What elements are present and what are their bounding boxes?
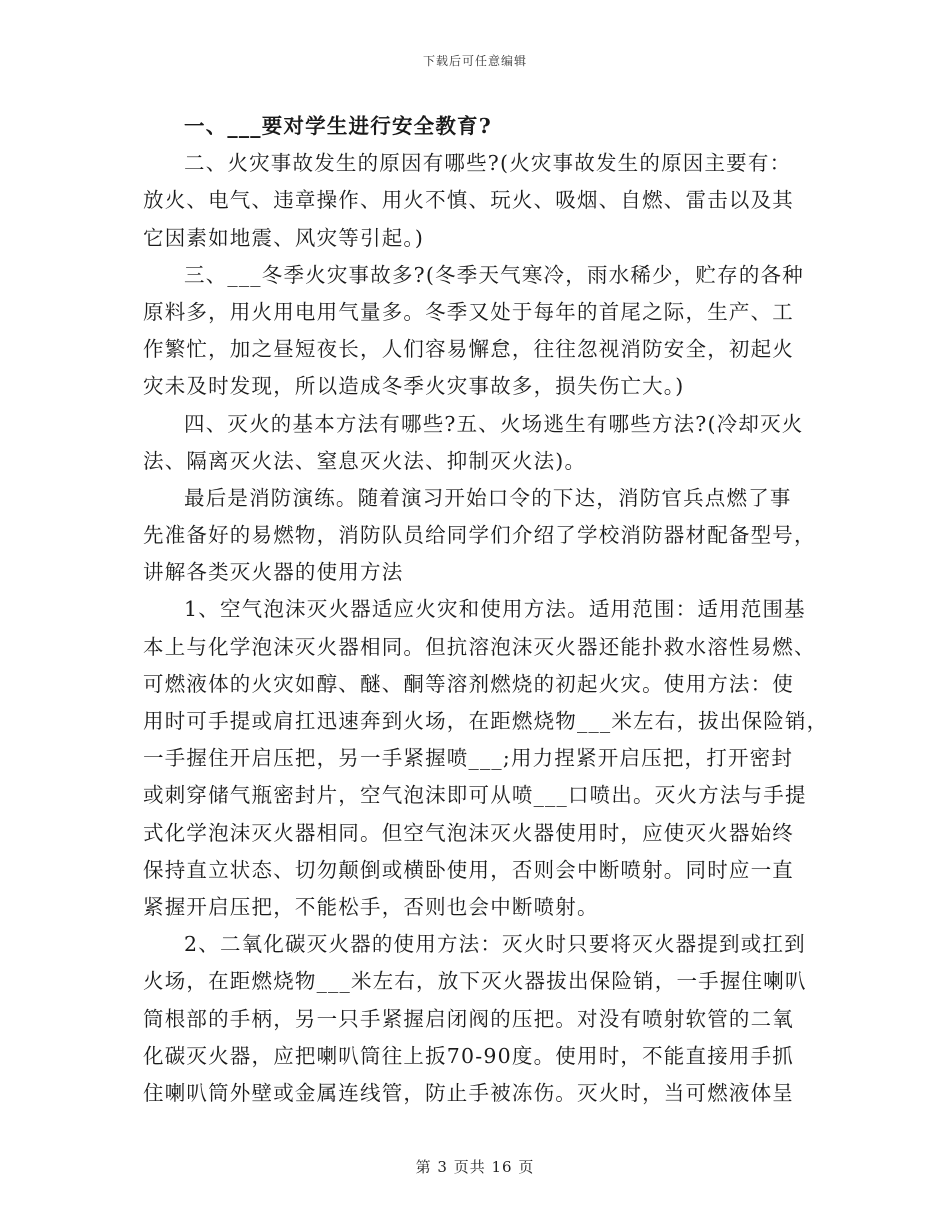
- text-line: 式化学泡沫灭火器相同。但空气泡沫灭火器使用时，应使灭火器始终: [143, 820, 794, 845]
- text-line: 火场，在距燃烧物___米左右，放下灭火器拔出保险销，一手握住喇叭: [143, 969, 807, 994]
- page-header: 下载后可任意编辑: [422, 54, 527, 68]
- text-line: 紧握开启压把，不能松手，否则也会中断喷射。: [143, 894, 599, 919]
- text-line: 最后是消防演练。随着演习开始口令的下达，消防官兵点燃了事: [184, 485, 792, 510]
- text-line: 二、火灾事故发生的原因有哪些?(火灾事故发生的原因主要有：: [184, 151, 792, 176]
- text-line: 住喇叭筒外壁或金属连线管，防止手被冻伤。灭火时，当可燃液体呈: [143, 1080, 794, 1105]
- text-line: 可燃液体的火灾如醇、醚、酮等溶剂燃烧的初起火灾。使用方法：使: [143, 671, 794, 696]
- text-line: 它因素如地震、风灾等引起。): [143, 225, 425, 250]
- text-line: 化碳灭火器，应把喇叭筒往上扳70-90度。使用时，不能直接用手抓: [143, 1043, 794, 1068]
- text-line: 放火、电气、违章操作、用火不慎、玩火、吸烟、自燃、雷击以及其: [143, 188, 794, 213]
- text-line: 2、二氧化碳灭火器的使用方法：灭火时只要将灭火器提到或扛到: [184, 932, 806, 957]
- text-line: 保持直立状态、切勿颠倒或横卧使用，否则会中断喷射。同时应一直: [143, 857, 794, 882]
- document-body: [143, 108, 829, 1112]
- text-line: 或刺穿储气瓶密封片，空气泡沫即可从喷___口喷出。灭火方法与手提: [143, 783, 807, 808]
- text-line: 一手握住开启压把，另一手紧握喷___;用力捏紧开启压把，打开密封: [143, 746, 794, 771]
- page-footer: 第 3 页共 16 页: [415, 1158, 535, 1176]
- text-line: 先准备好的易燃物，消防队员给同学们介绍了学校消防器材配备型号，: [143, 523, 816, 548]
- text-line: 作繁忙，加之昼短夜长，人们容易懈怠，往往忽视消防安全，初起火: [143, 337, 794, 362]
- text-line: 筒根部的手柄，另一只手紧握启闭阀的压把。对没有喷射软管的二氧: [143, 1006, 794, 1031]
- text-line: 用时可手提或肩扛迅速奔到火场，在距燃烧物___米左右，拔出保险销，: [143, 709, 829, 733]
- text-line: 1、空气泡沫灭火器适应火灾和使用方法。适用范围：适用范围基: [184, 597, 806, 622]
- text-line: 四、灭火的基本方法有哪些?五、火场逃生有哪些方法?(冷却灭火: [184, 411, 804, 436]
- text-line: 灾未及时发现，所以造成冬季火灾事故多，损失伤亡大。): [143, 374, 685, 399]
- text-line: 原料多，用火用电用气量多。冬季又处于每年的首尾之际，生产、工: [143, 299, 794, 324]
- text-line: 本上与化学泡沫灭火器相同。但抗溶泡沫灭火器还能扑救水溶性易燃、: [143, 634, 816, 659]
- section-heading: 一、___要对学生进行安全教育?: [184, 114, 492, 138]
- text-line: 讲解各类灭火器的使用方法: [143, 560, 404, 585]
- text-line: 法、隔离灭火法、窒息灭火法、抑制灭火法)。: [143, 448, 587, 473]
- text-line: 三、___冬季火灾事故多?(冬季天气寒冷，雨水稀少，贮存的各种: [184, 262, 804, 287]
